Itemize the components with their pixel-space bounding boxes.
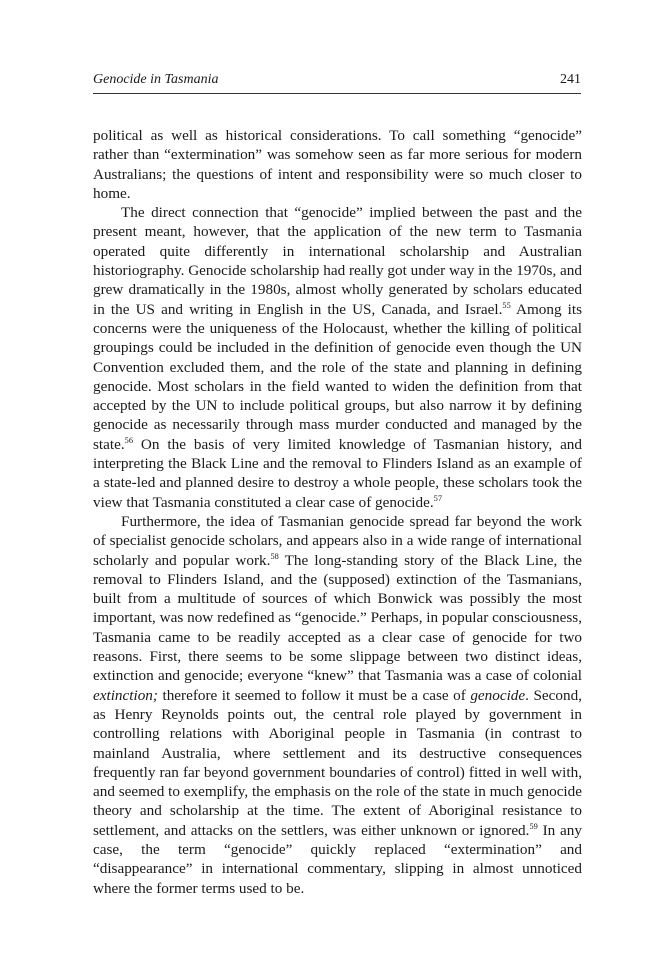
text-run: On the basis of very limited knowledge of Tasmanian history, and interpreting the Black Line and the removal to Flinders Island as an example of a state-led and planned desire to destroy a whole people, these scholars took the view that Tasmania constituted a clear case of genocide. xyxy=(93,435,582,511)
body-text xyxy=(93,126,582,898)
paragraph xyxy=(93,203,582,512)
footnote-reference: 57 xyxy=(433,493,443,503)
footnote-reference: 58 xyxy=(270,551,279,561)
footnote-reference: 56 xyxy=(124,435,133,445)
text-run: therefore it seemed to follow it must be a case of xyxy=(157,686,471,704)
text-run: Among its concerns were the uniqueness of the Holocaust, whether the killing of political groupings could be included in the definition of genocide even though the UN Convention excluded them, and the role of the state and planning in defining genocide. Most scholars in the field wanted to widen the definition from that accepted by the UN to include political groups, but also narrow it by defining genocide as necessarily through mass murder conducted and managed by the state. xyxy=(93,300,583,453)
footnote-reference: 59 xyxy=(529,821,538,831)
text-run: The long-standing story of the Black Line, the removal to Flinders Island, and the (supposed) extinction of the Tasmanians, built from a multitude of sources of which Bonwick was possibly the most important, was now redefined as “genocide.” Perhaps, in popular consciousness, Tasmania came to be readily accepted as a clear case of genocide for two reasons. First, there seems to be some slippage between two distinct ideas, extinction and genocide; everyone “knew” that Tasmania was a case of colonial xyxy=(93,551,582,685)
emphasized-text: genocide xyxy=(470,686,526,704)
text-run: political as well as historical considerations. To call something “genocide” rather than “extermination” was somehow seen as far more serious for modern Australians; the questions of intent and responsibility were so much closer to home. xyxy=(93,127,582,202)
running-header xyxy=(93,71,581,94)
emphasized-text: extinction; xyxy=(93,686,158,704)
paragraph xyxy=(93,512,582,898)
text-run: The direct connection that “genocide” implied between the past and the present meant, however, that the application of the new term to Tasmania operated quite differently in international scholarship and Australian historiography. Genocide scholarship had really got under way in the 1970s, and grew dramatically in the 1980s, almost wholly generated by scholars educated in the US and writing in English in the US, Canada, and Israel. xyxy=(93,204,582,318)
running-title: Genocide in Tasmania xyxy=(93,72,219,87)
page-number: 241 xyxy=(560,72,581,87)
text-run: In any case, the term “genocide” quickly replaced “extermination” and “disappearance” in international commentary, slipping in almost unnoticed where the former terms used to be. xyxy=(93,821,582,897)
text-run: . Second, as Henry Reynolds points out, the central role played by government in controlling relations with Aboriginal people in Tasmania (in contrast to mainland Australia, where settlement and its destructive consequences frequently ran far beyond government boundaries of control) fitted in well with, and seemed to exemplify, the emphasis on the role of the state in much genocide theory and scholarship at the time. The extent of Aboriginal resistance to settlement, and attacks on the settlers, was either unknown or ignored. xyxy=(93,686,582,839)
text-run: Furthermore, the idea of Tasmanian genocide spread far beyond the work of specialist genocide scholars, and appears also in a wide range of international scholarly and popular work. xyxy=(93,512,582,569)
footnote-reference: 55 xyxy=(502,300,511,310)
paragraph xyxy=(93,126,582,203)
